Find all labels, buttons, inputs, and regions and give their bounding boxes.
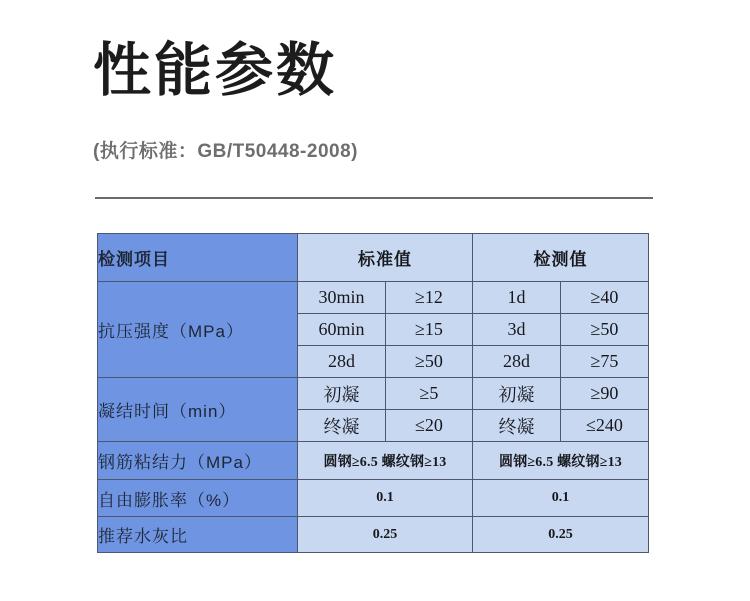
- cell-test-water-cement-ratio: 0.25: [473, 517, 649, 553]
- cell-test-age-3d: 3d: [473, 314, 561, 346]
- col-header-measured-value: 检测值: [473, 234, 649, 282]
- cell-test-expansion-rate: 0.1: [473, 480, 649, 517]
- row-label-free-expansion-rate: 自由膨胀率（%）: [98, 480, 298, 517]
- cell-test-final-set-value: ≤240: [561, 410, 649, 442]
- table-row: [98, 442, 649, 480]
- cell-test-value-28d: ≥75: [561, 346, 649, 378]
- table-row: [98, 517, 649, 553]
- row-label-setting-time: 凝结时间（min）: [98, 378, 298, 442]
- page-title: 性能参数: [93, 38, 338, 103]
- cell-test-final-set-label: 终凝: [473, 410, 561, 442]
- cell-std-value-28d: ≥50: [386, 346, 473, 378]
- cell-test-initial-set-label: 初凝: [473, 378, 561, 410]
- cell-std-final-set-label: 终凝: [298, 410, 386, 442]
- row-label-rebar-bond-strength: 钢筋粘结力（MPa）: [98, 442, 298, 480]
- standard-note: (执行标准：GB/T50448-2008): [93, 141, 358, 162]
- cell-std-initial-set-value: ≥5: [386, 378, 473, 410]
- cell-test-initial-set-value: ≥90: [561, 378, 649, 410]
- spec-table: [97, 233, 649, 553]
- col-header-standard-value: 标准值: [298, 234, 473, 282]
- cell-std-value-60min: ≥15: [386, 314, 473, 346]
- table-row: [98, 480, 649, 517]
- cell-test-value-3d: ≥50: [561, 314, 649, 346]
- cell-test-value-1d: ≥40: [561, 282, 649, 314]
- cell-std-final-set-value: ≤20: [386, 410, 473, 442]
- row-label-water-cement-ratio: 推荐水灰比: [98, 517, 298, 553]
- cell-test-rebar-bond: 圆钢≥6.5 螺纹钢≥13: [473, 442, 649, 480]
- table-row: [98, 282, 649, 314]
- table-header-row: [98, 234, 649, 282]
- cell-std-initial-set-label: 初凝: [298, 378, 386, 410]
- cell-std-age-60min: 60min: [298, 314, 386, 346]
- cell-std-water-cement-ratio: 0.25: [298, 517, 473, 553]
- cell-std-rebar-bond: 圆钢≥6.5 螺纹钢≥13: [298, 442, 473, 480]
- cell-std-expansion-rate: 0.1: [298, 480, 473, 517]
- table-row: [98, 378, 649, 410]
- cell-std-value-30min: ≥12: [386, 282, 473, 314]
- row-label-compressive-strength: 抗压强度（MPa）: [98, 282, 298, 378]
- cell-test-age-1d: 1d: [473, 282, 561, 314]
- cell-std-age-28d: 28d: [298, 346, 386, 378]
- cell-test-age-28d: 28d: [473, 346, 561, 378]
- cell-std-age-30min: 30min: [298, 282, 386, 314]
- col-header-item: 检测项目: [98, 234, 298, 282]
- divider-line: [95, 197, 653, 199]
